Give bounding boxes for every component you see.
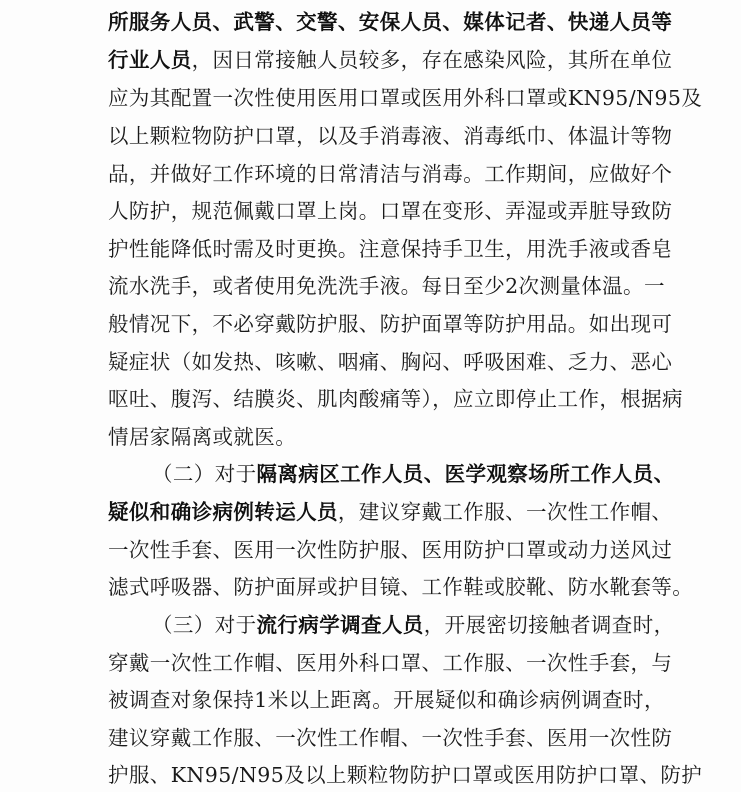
text-line: 呕吐、腹泻、结膜炎、肌肉酸痛等），应立即停止工作，根据病 — [108, 387, 683, 411]
text-line — [108, 494, 673, 530]
text-line: 流水洗手，或者使用免洗洗手液。每日至少2次测量体温。一 — [108, 274, 665, 298]
text-line: 护性能降低时需及时更换。注意保持手卫生，用洗手液或香皂 — [108, 237, 673, 261]
text-line: 人防护，规范佩戴口罩上岗。口罩在变形、弄湿或弄脏导致防 — [108, 199, 673, 223]
bold-text: 所服务人员、武警、交警、安保人员、媒体记者、快递人员等 — [108, 10, 673, 34]
body-text: ，因日常接触人员较多，存在感染风险，其所在单位 — [191, 48, 673, 72]
text-line: 建议穿戴工作服、一次性工作帽、一次性手套、医用一次性防 — [108, 726, 673, 750]
bold-text: 行业人员 — [108, 48, 192, 72]
body-text: ，开展密切接触者调查时， — [423, 613, 675, 637]
text-line: 情居家隔离或就医。 — [108, 425, 297, 449]
text-line: 穿戴一次性工作帽、医用外科口罩、工作服、一次性手套，与 — [108, 651, 673, 675]
text-line: 应为其配置一次性使用医用口罩或医用外科口罩或KN95/N95及 — [108, 86, 703, 110]
text-line: 一次性手套、医用一次性防护服、医用防护口罩或动力送风过 — [108, 538, 673, 562]
body-text: （二）对于 — [152, 462, 257, 486]
text-line: 护服、KN95/N95及以上颗粒物防护口罩或医用防护口罩、防护 — [108, 763, 703, 787]
body-text: （三）对于 — [152, 613, 257, 637]
text-line: 疑症状（如发热、咳嗽、咽痛、胸闷、呼吸困难、乏力、恶心 — [108, 350, 673, 374]
text-line: 品，并做好工作环境的日常清洁与消毒。工作期间，应做好个 — [108, 162, 673, 186]
text-line — [152, 456, 712, 492]
text-line — [152, 607, 712, 643]
bold-text: 隔离病区工作人员、医学观察场所工作人员、 — [256, 462, 675, 486]
text-line: 被调查对象保持1米以上距离。开展疑似和确诊病例调查时， — [108, 688, 665, 712]
text-line: 滤式呼吸器、防护面屏或护目镜、工作鞋或胶靴、防水靴套等。 — [108, 575, 694, 599]
text-line: 般情况下，不必穿戴防护服、防护面罩等防护用品。如出现可 — [108, 312, 673, 336]
text-line — [108, 4, 673, 40]
bold-text: 流行病学调查人员 — [256, 613, 424, 637]
text-line: 以上颗粒物防护口罩，以及手消毒液、消毒纸巾、体温计等物 — [108, 124, 673, 148]
body-text: ，建议穿戴工作服、一次性工作帽、 — [337, 500, 673, 524]
text-line — [108, 42, 673, 78]
bold-text: 疑似和确诊病例转运人员 — [108, 500, 338, 524]
